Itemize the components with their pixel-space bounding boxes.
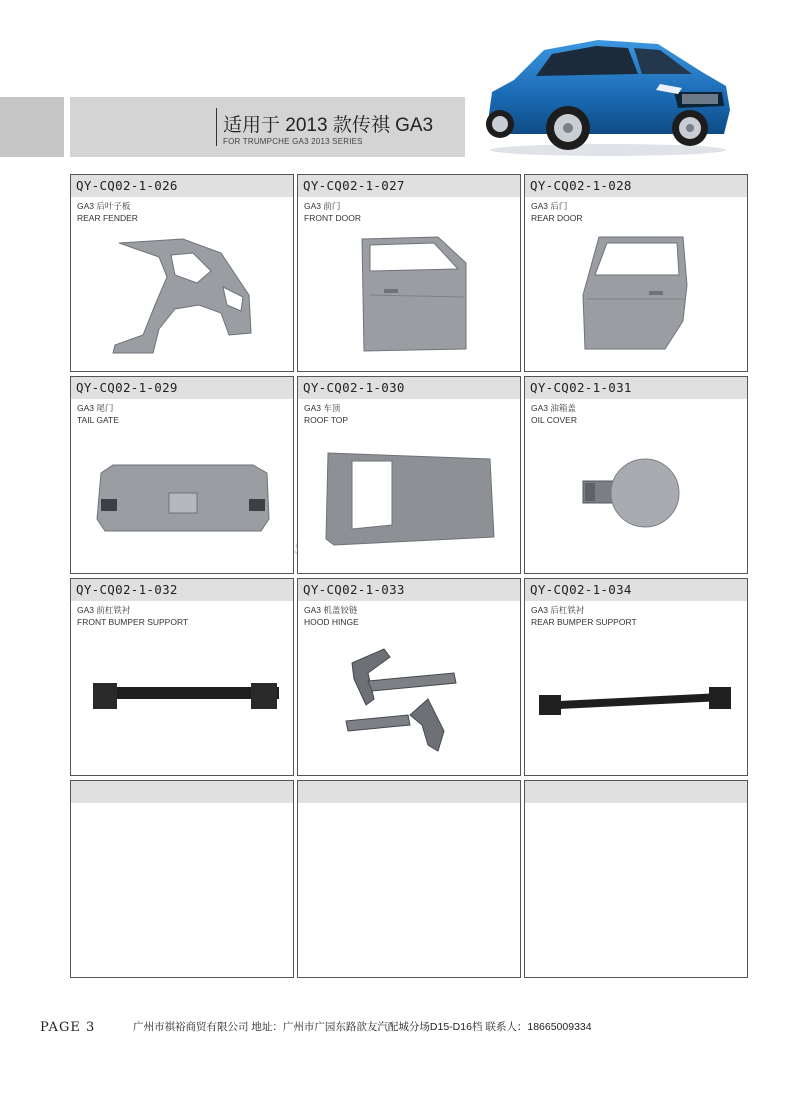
part-name-cn: GA3 机盖铰链 bbox=[304, 605, 358, 615]
part-card-empty bbox=[524, 780, 748, 978]
part-code-bar bbox=[71, 781, 293, 803]
part-code: QY-CQ02-1-026 bbox=[76, 178, 178, 193]
part-name-cn: GA3 后叶子板 bbox=[77, 201, 131, 211]
header-divider bbox=[216, 108, 217, 146]
header-side-block bbox=[0, 97, 64, 157]
front-door-icon bbox=[298, 225, 521, 371]
rear-door-icon bbox=[525, 225, 748, 371]
part-card[interactable] bbox=[524, 376, 748, 574]
part-name-en: REAR BUMPER SUPPORT bbox=[531, 617, 637, 627]
part-card[interactable] bbox=[70, 174, 294, 372]
part-card[interactable] bbox=[70, 578, 294, 776]
part-code: QY-CQ02-1-029 bbox=[76, 380, 178, 395]
car-photo bbox=[478, 30, 738, 158]
part-name-cn: GA3 后门 bbox=[531, 201, 568, 211]
roof-top-icon bbox=[298, 427, 521, 573]
part-card[interactable] bbox=[70, 376, 294, 574]
part-code: QY-CQ02-1-027 bbox=[303, 178, 405, 193]
part-code: QY-CQ02-1-030 bbox=[303, 380, 405, 395]
part-name-en: REAR FENDER bbox=[77, 213, 138, 223]
part-card[interactable] bbox=[524, 578, 748, 776]
part-code: QY-CQ02-1-028 bbox=[530, 178, 632, 193]
rear-bumper-support-icon bbox=[525, 629, 748, 775]
part-code: QY-CQ02-1-033 bbox=[303, 582, 405, 597]
part-name-cn: GA3 前门 bbox=[304, 201, 341, 211]
part-code-bar bbox=[525, 781, 747, 803]
hood-hinge-icon bbox=[298, 629, 521, 775]
page-title: 适用于 2013 款传祺 GA3 bbox=[223, 115, 434, 136]
part-name-cn: GA3 后杠铁衬 bbox=[531, 605, 585, 615]
part-name-en: TAIL GATE bbox=[77, 415, 119, 425]
part-card[interactable] bbox=[297, 376, 521, 574]
part-card[interactable] bbox=[524, 174, 748, 372]
footer-contact: 广州市祺裕商贸有限公司 地址：广州市广园东路歆友汽配城分场D15-D16档 联系人：18665009334 bbox=[133, 1021, 592, 1033]
part-name-en: REAR DOOR bbox=[531, 213, 583, 223]
front-bumper-support-icon bbox=[71, 629, 294, 775]
part-name-cn: GA3 油箱盖 bbox=[531, 403, 576, 413]
page-number: PAGE 3 bbox=[40, 1020, 96, 1035]
page-subtitle: FOR TRUMPCHE GA3 2013 SERIES bbox=[223, 137, 363, 146]
part-card[interactable] bbox=[297, 174, 521, 372]
part-name-en: ROOF TOP bbox=[304, 415, 349, 425]
part-name-en: FRONT DOOR bbox=[304, 213, 361, 223]
rear-fender-icon bbox=[71, 225, 294, 371]
part-name-en: HOOD HINGE bbox=[304, 617, 359, 627]
part-name-cn: GA3 前杠铁衬 bbox=[77, 605, 131, 615]
part-name-en: FRONT BUMPER SUPPORT bbox=[77, 617, 189, 627]
part-code: QY-CQ02-1-032 bbox=[76, 582, 178, 597]
part-name-cn: GA3 尾门 bbox=[77, 403, 114, 413]
part-card-empty bbox=[297, 780, 521, 978]
part-code-bar bbox=[298, 781, 520, 803]
part-code: QY-CQ02-1-034 bbox=[530, 582, 632, 597]
part-name-cn: GA3 车顶 bbox=[304, 403, 341, 413]
part-card[interactable] bbox=[297, 578, 521, 776]
tail-gate-icon bbox=[71, 427, 294, 573]
oil-cover-icon bbox=[525, 427, 748, 573]
part-card-empty bbox=[70, 780, 294, 978]
part-code: QY-CQ02-1-031 bbox=[530, 380, 632, 395]
part-name-en: OIL COVER bbox=[531, 415, 577, 425]
